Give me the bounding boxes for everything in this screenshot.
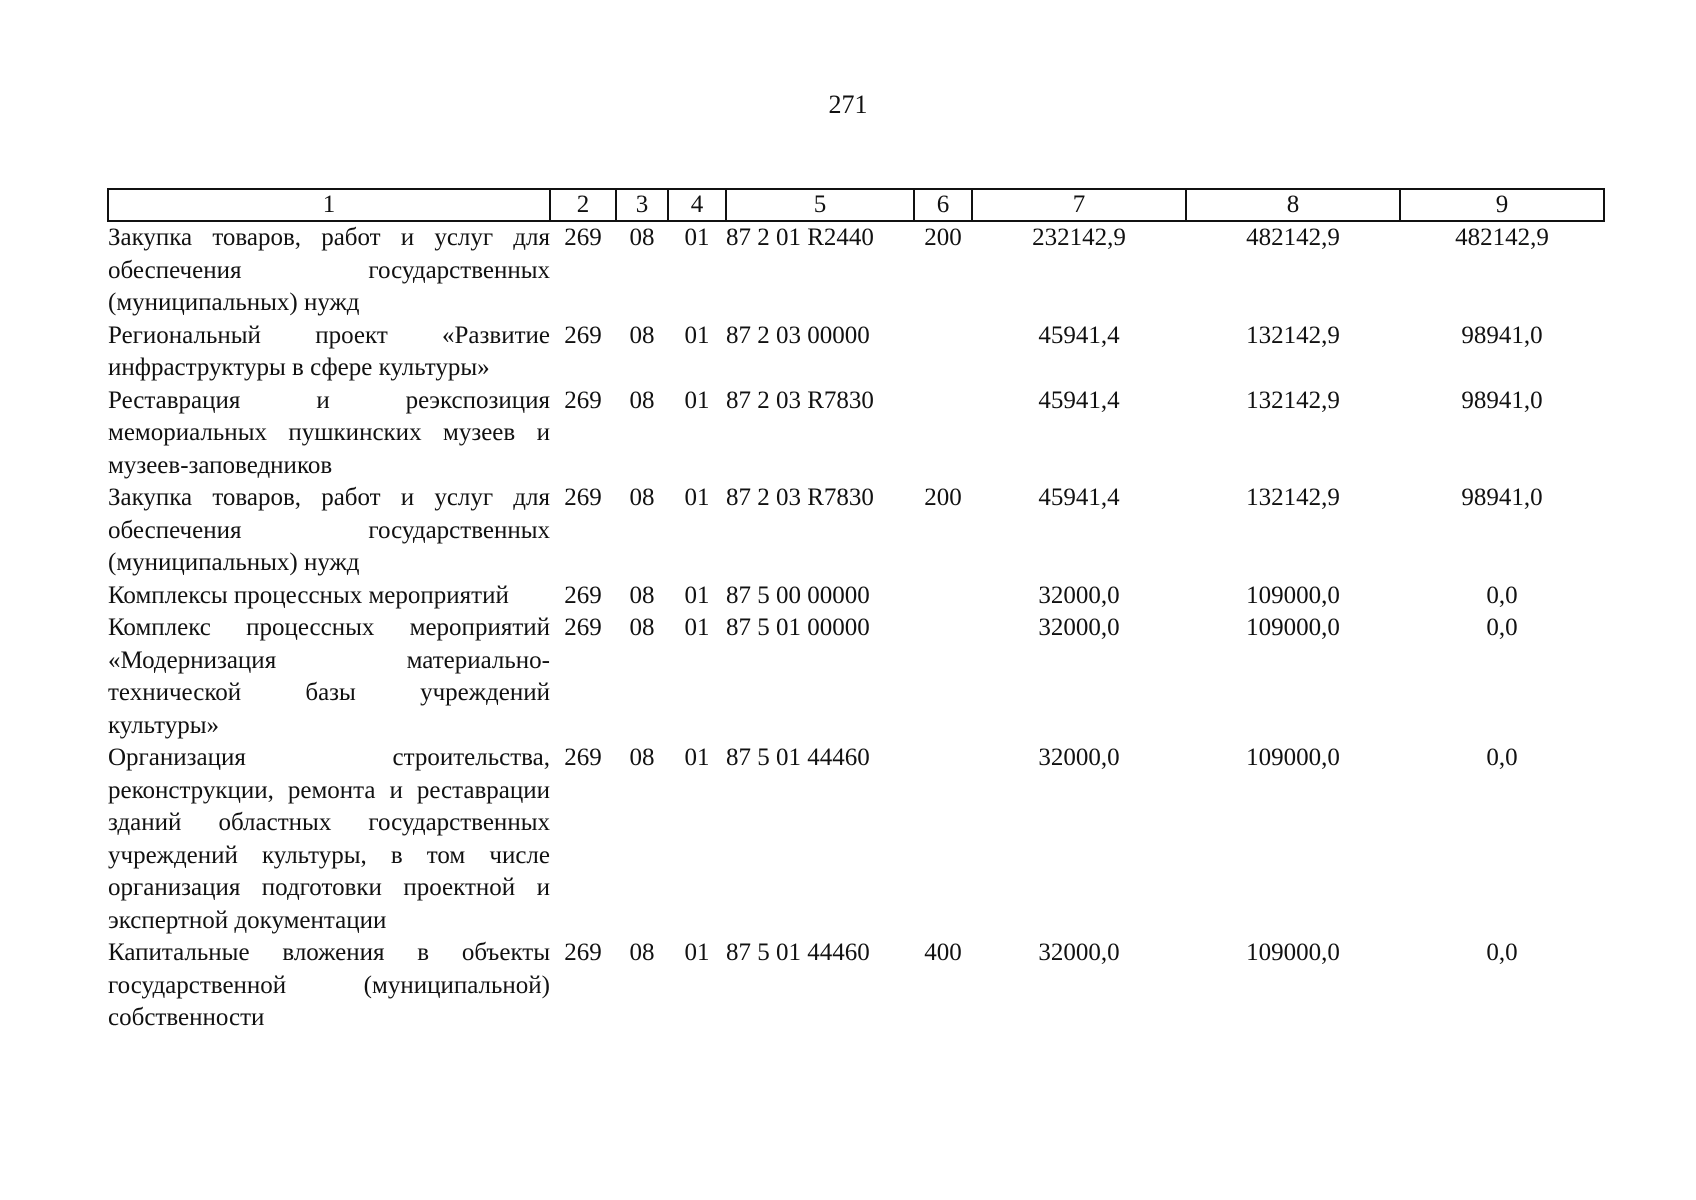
header-row bbox=[108, 189, 1604, 221]
cell-col2: 269 bbox=[564, 581, 602, 609]
cell-col7: 45941,4 bbox=[1038, 484, 1120, 511]
cell-col4: 01 bbox=[684, 581, 710, 609]
row-name: Реставрация и реэкспозиция мемориальных пушкинских музеев и музеев-заповедников bbox=[108, 386, 550, 479]
cell-col9: 98941,0 bbox=[1461, 321, 1543, 349]
column-header: 9 bbox=[1400, 189, 1604, 221]
table-row bbox=[108, 580, 1604, 613]
cell-col7: 32000,0 bbox=[1038, 581, 1120, 609]
row-name: Закупка товаров, работ и услуг для обеспечения государственных (муниципальных) нужд bbox=[108, 484, 550, 576]
row-name: Региональный проект «Развитие инфраструктуры в сфере культуры» bbox=[108, 321, 550, 381]
cell-col3: 08 bbox=[629, 581, 655, 609]
table-row bbox=[108, 612, 1604, 742]
cell-col2: 269 bbox=[564, 321, 602, 349]
cell-col5: 87 5 01 00000 bbox=[726, 614, 870, 641]
cell-col2: 269 bbox=[564, 939, 602, 966]
table-row bbox=[108, 742, 1604, 937]
column-header: 7 bbox=[972, 189, 1186, 221]
column-header: 3 bbox=[616, 189, 668, 221]
cell-col2: 269 bbox=[564, 386, 602, 414]
cell-col9: 0,0 bbox=[1486, 744, 1518, 771]
row-name: Организация строительства, реконструкции, ремонта и реставрации зданий областных государственных учреждений культуры, в том числе организация подготовки проектной и экспертной документации bbox=[108, 744, 550, 934]
cell-col2: 269 bbox=[564, 614, 602, 641]
page-number: 271 bbox=[828, 90, 868, 119]
budget-table bbox=[107, 188, 1605, 1035]
cell-col5: 87 5 01 44460 bbox=[726, 939, 870, 966]
cell-col2: 269 bbox=[564, 744, 602, 771]
row-name: Комплекс процессных мероприятий «Модернизация материально-технической базы учреждений культуры» bbox=[108, 614, 550, 739]
cell-col3: 08 bbox=[629, 224, 655, 251]
table-body bbox=[108, 221, 1604, 1035]
cell-col2: 269 bbox=[564, 484, 602, 511]
cell-col3: 08 bbox=[629, 386, 655, 414]
cell-col7: 45941,4 bbox=[1038, 386, 1120, 414]
cell-col8: 109000,0 bbox=[1246, 939, 1340, 966]
row-name: Закупка товаров, работ и услуг для обеспечения государственных (муниципальных) нужд bbox=[108, 224, 550, 316]
cell-col8: 482142,9 bbox=[1246, 224, 1340, 251]
cell-col6 bbox=[914, 612, 972, 742]
cell-col4: 01 bbox=[684, 614, 710, 641]
cell-col4: 01 bbox=[684, 939, 710, 966]
column-header: 5 bbox=[726, 189, 914, 221]
table-row bbox=[108, 385, 1604, 483]
cell-col7: 32000,0 bbox=[1038, 939, 1120, 966]
cell-col2: 269 bbox=[564, 224, 602, 251]
cell-col6: 200 bbox=[924, 224, 962, 251]
cell-col5: 87 2 03 R7830 bbox=[726, 386, 874, 414]
column-header: 1 bbox=[108, 189, 550, 221]
cell-col8: 132142,9 bbox=[1246, 321, 1340, 349]
cell-col4: 01 bbox=[684, 386, 710, 414]
cell-col3: 08 bbox=[629, 321, 655, 349]
table-row bbox=[108, 482, 1604, 580]
cell-col6: 400 bbox=[924, 939, 962, 966]
cell-col6 bbox=[914, 742, 972, 937]
column-header: 6 bbox=[914, 189, 972, 221]
cell-col8: 132142,9 bbox=[1246, 386, 1340, 414]
cell-col7: 32000,0 bbox=[1038, 744, 1120, 771]
cell-col9: 0,0 bbox=[1486, 581, 1518, 609]
cell-col9: 98941,0 bbox=[1461, 484, 1543, 511]
table-row bbox=[108, 221, 1604, 320]
cell-col3: 08 bbox=[629, 484, 655, 511]
cell-col4: 01 bbox=[684, 744, 710, 771]
cell-col5: 87 2 01 R2440 bbox=[726, 224, 874, 251]
cell-col5: 87 2 03 R7830 bbox=[726, 484, 874, 511]
cell-col5: 87 5 01 44460 bbox=[726, 744, 870, 771]
cell-col8: 109000,0 bbox=[1246, 744, 1340, 771]
cell-col9: 98941,0 bbox=[1461, 386, 1543, 414]
cell-col7: 32000,0 bbox=[1038, 614, 1120, 641]
cell-col8: 109000,0 bbox=[1246, 614, 1340, 641]
cell-col6 bbox=[914, 385, 972, 483]
row-name: Капитальные вложения в объекты государственной (муниципальной) собственности bbox=[108, 939, 550, 1031]
cell-col5: 87 2 03 00000 bbox=[726, 321, 870, 349]
cell-col3: 08 bbox=[629, 614, 655, 641]
cell-col4: 01 bbox=[684, 484, 710, 511]
column-header: 4 bbox=[668, 189, 726, 221]
cell-col8: 109000,0 bbox=[1246, 581, 1340, 609]
cell-col4: 01 bbox=[684, 224, 710, 251]
cell-col9: 0,0 bbox=[1486, 614, 1518, 641]
cell-col7: 45941,4 bbox=[1038, 321, 1120, 349]
cell-col9: 482142,9 bbox=[1455, 224, 1549, 251]
column-header: 8 bbox=[1186, 189, 1400, 221]
cell-col7: 232142,9 bbox=[1032, 224, 1126, 251]
cell-col6 bbox=[914, 580, 972, 613]
cell-col3: 08 bbox=[629, 744, 655, 771]
table-row bbox=[108, 937, 1604, 1035]
column-header: 2 bbox=[550, 189, 616, 221]
table-row bbox=[108, 320, 1604, 385]
cell-col3: 08 bbox=[629, 939, 655, 966]
cell-col6: 200 bbox=[924, 484, 962, 511]
cell-col4: 01 bbox=[684, 321, 710, 349]
row-name: Комплексы процессных мероприятий bbox=[108, 581, 509, 609]
table-header bbox=[108, 189, 1604, 221]
cell-col9: 0,0 bbox=[1486, 939, 1518, 966]
cell-col8: 132142,9 bbox=[1246, 484, 1340, 511]
cell-col5: 87 5 00 00000 bbox=[726, 581, 870, 609]
cell-col6 bbox=[914, 320, 972, 385]
